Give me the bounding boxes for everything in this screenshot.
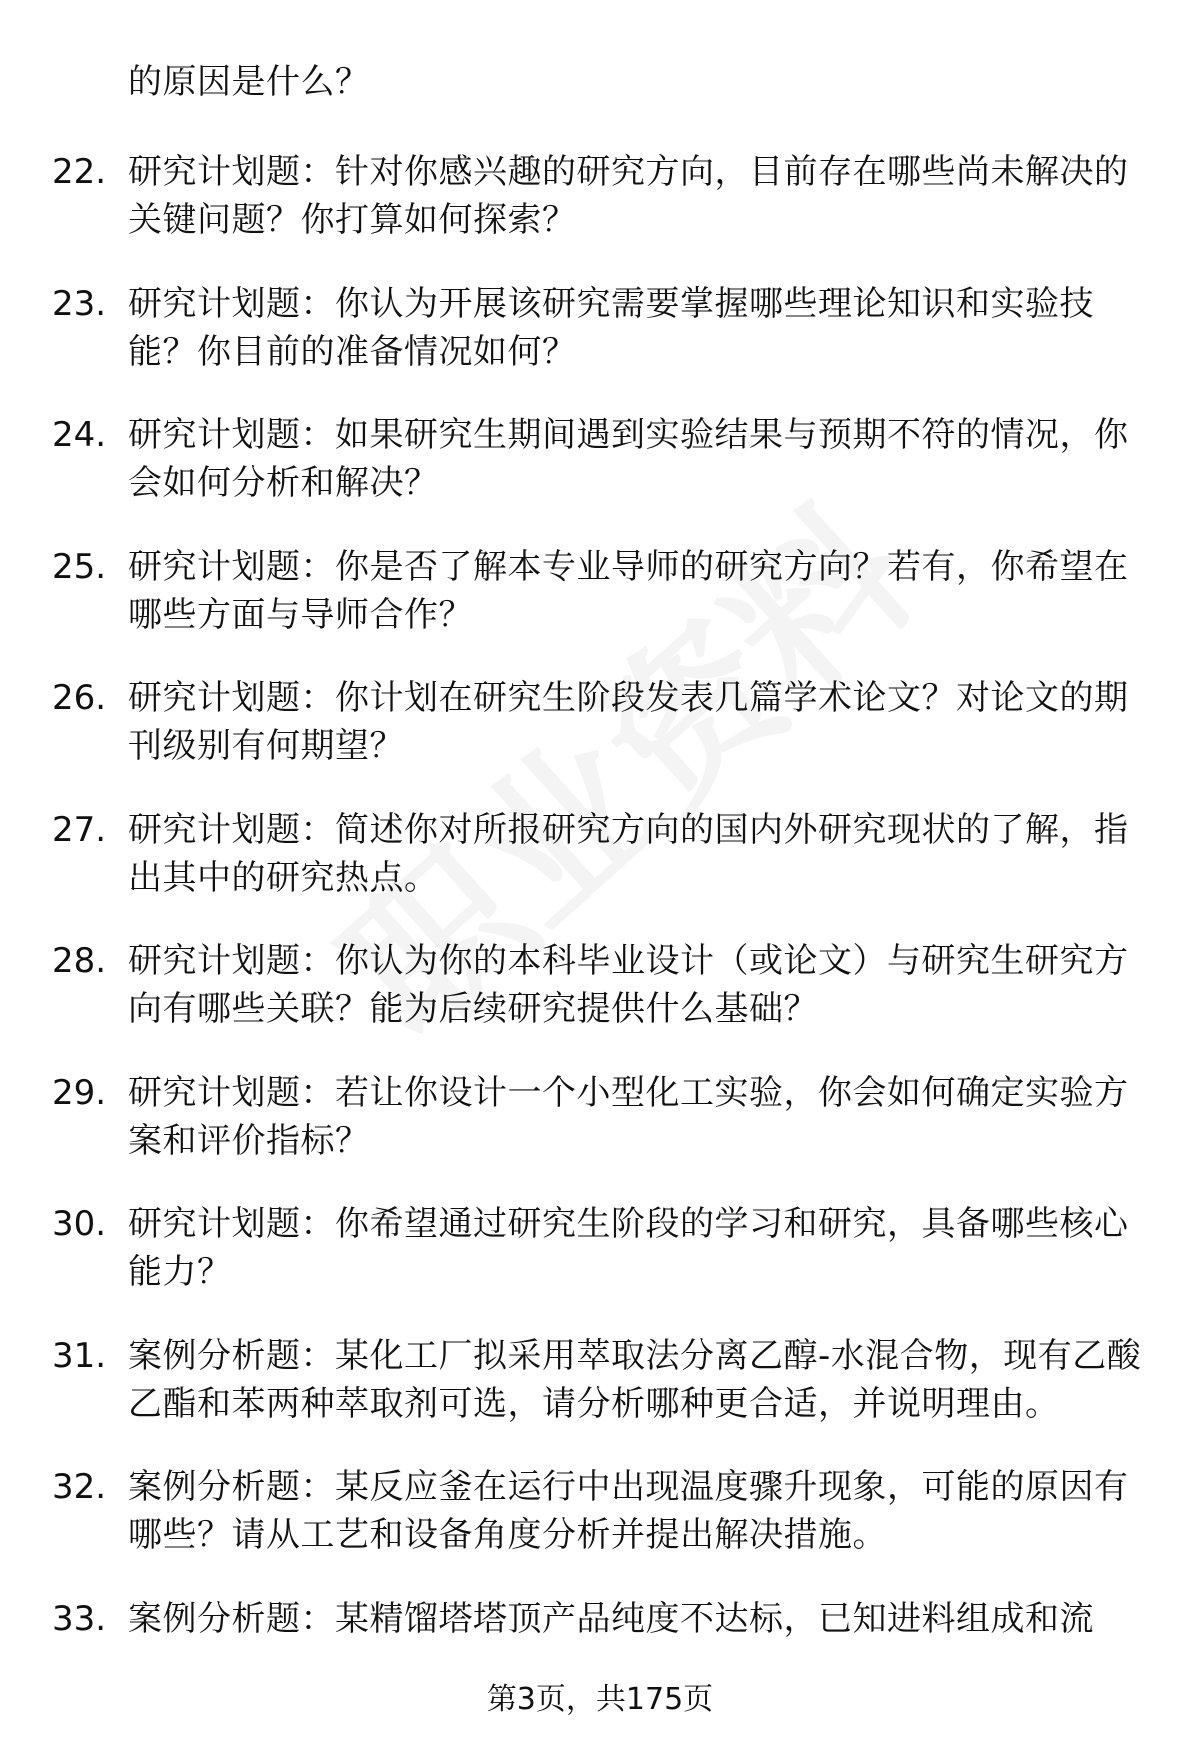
list-item: [0, 806, 1200, 938]
question-number: 29.: [52, 1072, 107, 1113]
question-text: 研究计划题：若让你设计一个小型化工实验，你会如何确定实验方案和评价指标？: [128, 1072, 1129, 1161]
question-number: 28.: [52, 941, 107, 981]
question-text: 研究计划题：如果研究生期间遇到实验结果与预期不符的情况，你会如何分析和解决？: [128, 415, 1129, 503]
question-number: 24.: [52, 415, 107, 455]
list-item: [0, 1463, 1200, 1595]
question-number: 33.: [52, 1598, 107, 1639]
question-number: 22.: [52, 152, 107, 192]
question-text: 研究计划题：简述你对所报研究方向的国内外研究现状的了解，指出其中的研究热点。: [128, 809, 1129, 898]
list-item: [0, 148, 1200, 280]
question-number: 25.: [52, 546, 107, 587]
question-number: 23.: [52, 283, 107, 324]
question-number: 26.: [52, 678, 107, 718]
question-text: 研究计划题：你希望通过研究生阶段的学习和研究，具备哪些核心能力？: [128, 1204, 1129, 1292]
question-text: 研究计划题：你是否了解本专业导师的研究方向？若有，你希望在哪些方面与导师合作？: [128, 546, 1129, 635]
question-text: 研究计划题：你计划在研究生阶段发表几篇学术论文？对论文的期刊级别有何期望？: [128, 678, 1129, 766]
question-number: 32.: [52, 1467, 107, 1507]
list-item: [0, 1200, 1200, 1332]
question-text: 案例分析题：某精馏塔塔顶产品纯度不达标，已知进料组成和流: [128, 1598, 1094, 1639]
list-item: [0, 674, 1200, 806]
continuation-text: 的原因是什么？: [128, 62, 370, 102]
question-number: 30.: [52, 1204, 107, 1244]
list-item: [0, 937, 1200, 1069]
question-number: 27.: [52, 809, 107, 850]
list-item: [0, 543, 1200, 675]
question-text: 案例分析题：某反应釜在运行中出现温度骤升现象，可能的原因有哪些？请从工艺和设备角度分析并提出解决措施。: [128, 1467, 1129, 1555]
question-number: 31.: [52, 1335, 107, 1376]
question-text: 研究计划题：你认为开展该研究需要掌握哪些理论知识和实验技能？你目前的准备情况如何？: [128, 283, 1094, 372]
list-item: [0, 280, 1200, 412]
page-footer: 第3页，共175页: [486, 1682, 714, 1717]
question-text: 案例分析题：某化工厂拟采用萃取法分离乙醇-水混合物，现有乙酸乙酯和苯两种萃取剂可选，请分析哪种更合适，并说明理由。: [128, 1335, 1142, 1424]
list-item: [0, 1069, 1200, 1201]
list-item: [0, 411, 1200, 543]
question-list: [0, 148, 1200, 1726]
list-item: [0, 1332, 1200, 1464]
question-text: 研究计划题：针对你感兴趣的研究方向，目前存在哪些尚未解决的关键问题？你打算如何探索？: [128, 152, 1129, 240]
question-text: 研究计划题：你认为你的本科毕业设计（或论文）与研究生研究方向有哪些关联？能为后续研究提供什么基础？: [128, 941, 1129, 1029]
